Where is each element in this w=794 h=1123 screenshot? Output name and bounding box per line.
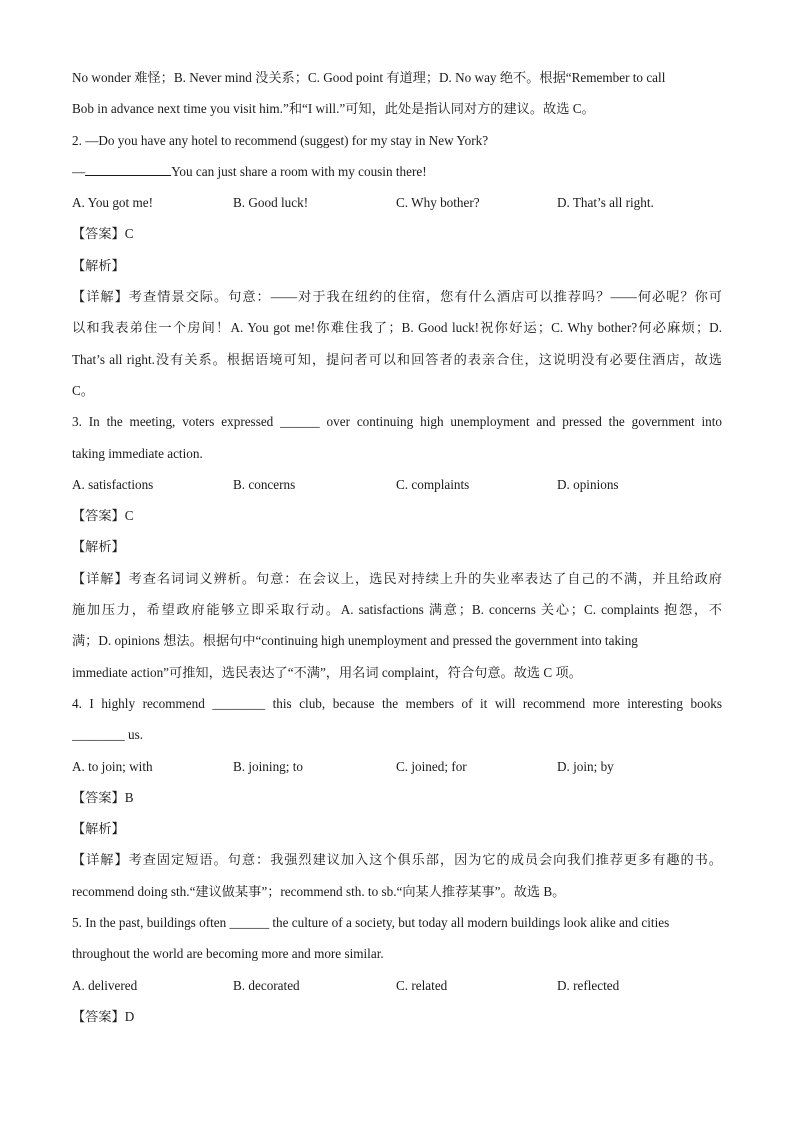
text-line: No wonder 难怪；B. Never mind 没关系；C. Good point 有道理；D. No way 绝不。根据“Remember to call [72, 70, 666, 85]
text-line: 【详解】考查固定短语。句意：我强烈建议加入这个俱乐部，因为它的成员会向我们推荐更多有趣的书。 [72, 852, 722, 868]
fill-in-blank [85, 163, 171, 176]
option-c: C. Why bother? [396, 195, 480, 211]
text-line: recommend doing sth.“建议做某事”；recommend sth. to sb.“向某人推荐某事”。故选 B。 [72, 883, 566, 899]
text-line: throughout the world are becoming more and more similar. [72, 946, 384, 962]
answer-options-row [72, 469, 722, 500]
text-line: 【答案】C [72, 508, 134, 524]
text-line: C。 [72, 382, 94, 398]
option-c: C. complaints [396, 476, 470, 492]
text-line: 【详解】考查名词词义辨析。句意：在会议上，选民对持续上升的失业率表达了自己的不满，并且给政府 [72, 570, 722, 586]
text-line: taking immediate action. [72, 445, 203, 461]
text-line: 【解析】 [72, 539, 125, 555]
text-line: 【解析】 [72, 821, 125, 837]
text-line: 【答案】D [72, 1008, 135, 1024]
text-line: 满；D. opinions 想法。根据句中“continuing high unemployment and pressed the government into taking [72, 633, 638, 649]
option-d: D. That’s all right. [557, 195, 654, 211]
answer-options-row [72, 187, 722, 218]
text-line: ________ us. [72, 727, 144, 743]
text-line: That’s all right.没有关系。根据语境可知，提问者可以和回答者的表亲合住，这说明没有必要住酒店，故选 [72, 351, 722, 367]
text-line: 【答案】C [72, 226, 134, 242]
option-a: A. satisfactions [72, 476, 154, 492]
answer-options-row [72, 751, 722, 782]
dash-prefix: — [72, 163, 86, 179]
answer-options-row [72, 970, 722, 1001]
text-line: 以和我表弟住一个房间！A. You got me!你难住我了；B. Good luck!祝你好运；C. Why bother?何必麻烦；D. [72, 320, 722, 336]
answer-dialogue-line [72, 156, 722, 187]
text-line: 4. I highly recommend ________ this club, because the members of it will recommend more interesting books [72, 695, 722, 711]
text-line: 【详解】考查情景交际。句意：——对于我在纽约的住宿，您有什么酒店可以推荐吗？——何必呢？你可 [72, 289, 722, 305]
text-line: 3. In the meeting, voters expressed ______ over continuing high unemployment and pressed the government into [72, 414, 722, 430]
option-b: B. Good luck! [233, 195, 309, 211]
option-c: C. joined; for [396, 758, 467, 774]
text-line: 【解析】 [72, 257, 125, 273]
text-line: 施加压力，希望政府能够立即采取行动。A. satisfactions 满意；B. concerns 关心；C. complaints 抱怨，不 [72, 602, 722, 618]
option-a: A. You got me! [72, 195, 153, 211]
option-b: B. concerns [233, 476, 296, 492]
option-b: B. joining; to [233, 758, 303, 774]
text-line: immediate action”可推知，选民表达了“不满”，用名词 complaint，符合句意。故选 C 项。 [72, 664, 582, 680]
dialogue-text: You can just share a room with my cousin there! [171, 163, 427, 179]
text-line: 2. —Do you have any hotel to recommend (suggest) for my stay in New York? [72, 132, 489, 148]
option-d: D. reflected [557, 977, 620, 993]
option-a: A. to join; with [72, 758, 153, 774]
text-line: 【答案】B [72, 789, 134, 805]
option-c: C. related [396, 977, 448, 993]
text-line: Bob in advance next time you visit him.”和“I will.”可知，此处是指认同对方的建议。故选 C。 [72, 101, 595, 117]
option-d: D. join; by [557, 758, 614, 774]
option-d: D. opinions [557, 476, 619, 492]
option-a: A. delivered [72, 977, 138, 993]
option-b: B. decorated [233, 977, 300, 993]
text-line: 5. In the past, buildings often ______ the culture of a society, but today all modern buildings look alike and cities [72, 915, 670, 931]
document-page [72, 62, 722, 1032]
